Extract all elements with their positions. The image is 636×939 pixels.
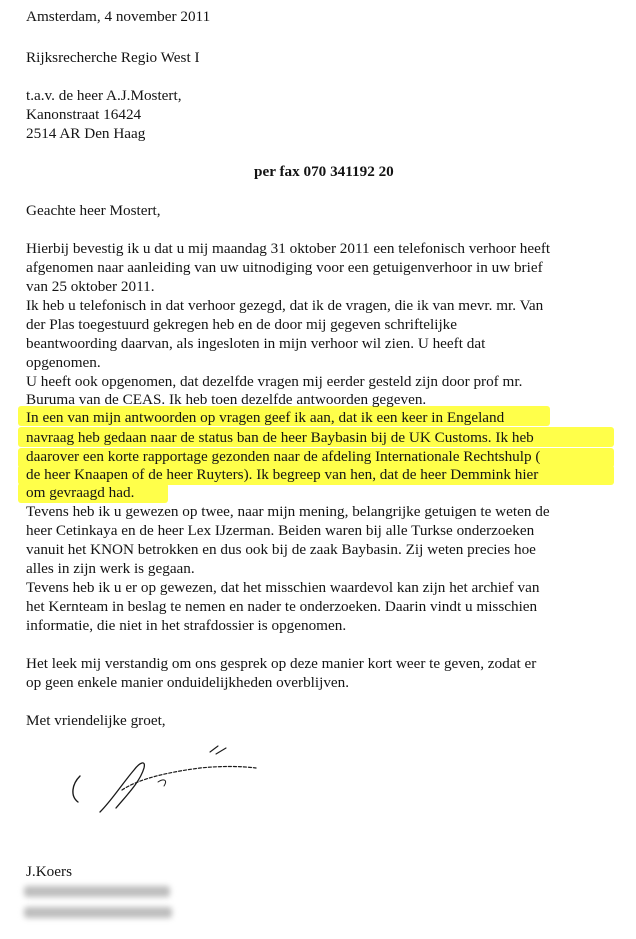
body-line: Hierbij bevestig ik u dat u mij maandag 31 oktober 2011 een telefonisch verhoor heeft (26, 240, 551, 257)
closing-line: Het leek mij verstandig om ons gesprek op deze manier kort weer te geven, zodat er (26, 655, 537, 672)
body-line: beantwoording daarvan, als ingesloten in mijn verhoor wil zien. U heeft dat (26, 335, 486, 352)
body-line: heer Cetinkaya en de heer Lex IJzerman. Beiden waren bij alle Turkse onderzoeken (26, 522, 535, 539)
body-line: navraag heb gedaan naar de status ban de heer Baybasin bij de UK Customs. Ik heb (26, 429, 534, 446)
body-line: het Kernteam in beslag te nemen en nader te onderzoeken. Daarin vindt u misschien (26, 598, 538, 615)
body-line: afgenomen naar aanleiding van uw uitnodiging voor een getuigenverhoor in uw brief (26, 259, 543, 276)
greeting: Met vriendelijke groet, (26, 712, 166, 729)
body-line: om gevraagd had. (26, 484, 135, 501)
recipient-street: Kanonstraat 16424 (26, 106, 142, 123)
salutation: Geachte heer Mostert, (26, 202, 161, 219)
recipient-city: 2514 AR Den Haag (26, 125, 146, 142)
body-line: informatie, die niet in het strafdossier is opgenomen. (26, 617, 347, 634)
recipient-org: Rijksrecherche Regio West I (26, 49, 200, 66)
body-line: Tevens heb ik u gewezen op twee, naar mijn mening, belangrijke getuigen te weten de (26, 503, 550, 520)
body-line: daarover een korte rapportage gezonden naar de afdeling Internationale Rechtshulp ( (26, 448, 541, 465)
fax-number: per fax 070 341192 20 (254, 163, 394, 180)
body-line: Buruma van de CEAS. Ik heb toen dezelfde antwoorden gegeven. (26, 391, 427, 408)
body-line: van 25 oktober 2011. (26, 278, 155, 295)
body-line: Ik heb u telefonisch in dat verhoor gezegd, dat ik de vragen, die ik van mevr. mr. Van (26, 297, 544, 314)
body-line: opgenomen. (26, 354, 101, 371)
redacted-address-line (24, 886, 170, 897)
signer-name: J.Koers (26, 863, 72, 880)
redacted-address-line (24, 907, 172, 918)
body-line: U heeft ook opgenomen, dat dezelfde vragen mij eerder gesteld zijn door prof mr. (26, 373, 523, 390)
body-line: Tevens heb ik u er op gewezen, dat het misschien waardevol kan zijn het archief van (26, 579, 540, 596)
closing-line: op geen enkele manier onduidelijkheden overblijven. (26, 674, 350, 691)
recipient-attn: t.a.v. de heer A.J.Mostert, (26, 87, 182, 104)
body-line: de heer Knaapen of de heer Ruyters). Ik begreep van hen, dat de heer Demmink hier (26, 466, 539, 483)
body-line: In een van mijn antwoorden op vragen geef ik aan, dat ik een keer in Engeland (26, 409, 505, 426)
date-line: Amsterdam, 4 november 2011 (26, 8, 211, 25)
body-line: alles in zijn werk is gegaan. (26, 560, 195, 577)
body-line: vanuit het KNON betrokken en dus ook bij de zaak Baybasin. Zij weten precies hoe (26, 541, 536, 558)
handwritten-signature (60, 738, 280, 818)
body-line: der Plas toegestuurd gekregen heb en de door mij gegeven schriftelijke (26, 316, 458, 333)
